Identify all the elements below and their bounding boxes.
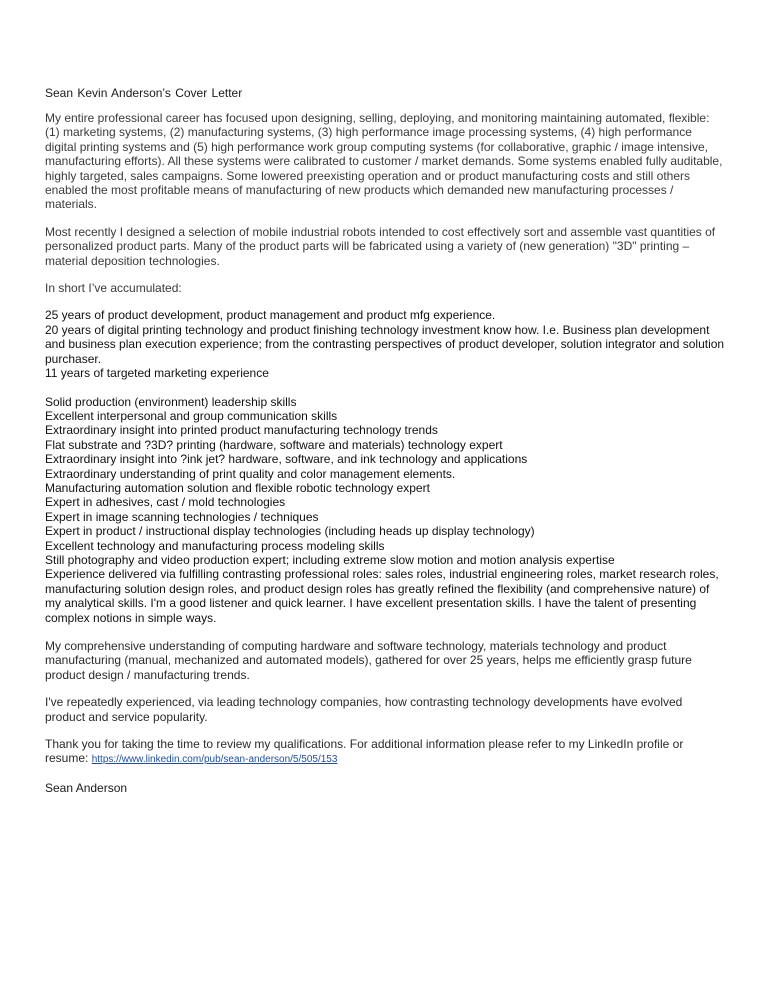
skill-item: Extraordinary insight into printed product manufacturing technology trends bbox=[45, 423, 438, 438]
experience-item: 20 years of digital printing technology and product finishing technology investment know how. I.e. Business plan development and business plan execution experience; from the contrasting perspectives of product developer, solution integrator and solution purchaser. bbox=[45, 322, 725, 366]
intro-paragraph: My entire professional career has focused upon designing, selling, deploying, and monitoring maintaining automated, flexible: (1) marketing systems, (2) manufacturing systems, (3) high performance image processing systems, (4) high performance digital printing systems and (5) high performance work group computing systems (for collaborative, graphic / image intensive, manufacturing efforts). All these systems were calibrated to customer / market demands. Some systems enabled fully auditable, highly targeted, sales campaigns. Some lowered preexisting operation and or product manufacturing costs and still others enabled the most profitable means of manufacturing of new products which demanded new manufacturing processes / materials. bbox=[45, 111, 723, 212]
skill-item: Expert in image scanning technologies / techniques bbox=[45, 509, 319, 524]
skill-item: Extraordinary understanding of print quality and color management elements. bbox=[45, 466, 456, 481]
letter-title: Sean Kevin Anderson’s Cover Letter bbox=[45, 86, 243, 100]
skill-item: Manufacturing automation solution and flexible robotic technology expert bbox=[45, 480, 430, 495]
skill-item: Experience delivered via fulfilling contrasting professional roles: sales roles, industrial engineering roles, market research roles, manufacturing solution design roles, and product design roles has greatly refined the flexibility (and comprehensive nature) of my analytical skills. I'm a good listener and quick learner. I have excellent presentation skills. I have the talent of presenting complex notions in simple ways. bbox=[45, 567, 719, 625]
linkedin-link[interactable]: https://www.linkedin.com/pub/sean-anderson/5/505/153 bbox=[91, 754, 338, 766]
experience-item: 11 years of targeted marketing experience bbox=[45, 366, 269, 381]
skill-item: Expert in adhesives, cast / mold technologies bbox=[45, 495, 286, 510]
thanks-paragraph bbox=[45, 737, 725, 768]
skill-item: Excellent technology and manufacturing process modeling skills bbox=[45, 538, 385, 553]
recent-paragraph: Most recently I designed a selection of mobile industrial robots intended to cost effectively sort and assemble vast quantities of personalized product parts. Many of the product parts will be fabricated using a variety of (new generation) "3D" printing – material deposition technologies. bbox=[45, 224, 716, 268]
experience-item: 25 years of product development, product management and product mfg experience. bbox=[45, 308, 496, 323]
skill-item: Solid production (environment) leadership skills bbox=[45, 394, 297, 409]
experience-list bbox=[45, 308, 725, 380]
signature: Sean Anderson bbox=[45, 780, 128, 795]
skills-list bbox=[45, 395, 725, 626]
skill-item: Expert in product / instructional display technologies (including heads up display technology) bbox=[45, 524, 535, 539]
short-intro: In short I’ve accumulated: bbox=[45, 281, 182, 296]
skill-item: Extraordinary insight into ?ink jet? hardware, software, and ink technology and applications bbox=[45, 452, 528, 467]
skill-item: Still photography and video production expert; including extreme slow motion and motion analysis expertise bbox=[45, 552, 615, 567]
repeated-paragraph: I've repeatedly experienced, via leading technology companies, how contrasting technology developments have evolved product and service popularity. bbox=[45, 695, 683, 724]
skill-item: Flat substrate and ?3D? printing (hardware, software and materials) technology expert bbox=[45, 437, 503, 452]
skill-item: Excellent interpersonal and group communication skills bbox=[45, 408, 338, 423]
comprehensive-paragraph: My comprehensive understanding of computing hardware and software technology, materials technology and product manufacturing (manual, mechanized and automated models), gathered for over 25 years, helps me efficiently grasp future product design / manufacturing trends. bbox=[45, 639, 692, 682]
thanks-text: Thank you for taking the time to review my qualifications. For additional information please refer to my LinkedIn profile or resume: bbox=[45, 737, 684, 766]
cover-letter bbox=[45, 86, 725, 796]
